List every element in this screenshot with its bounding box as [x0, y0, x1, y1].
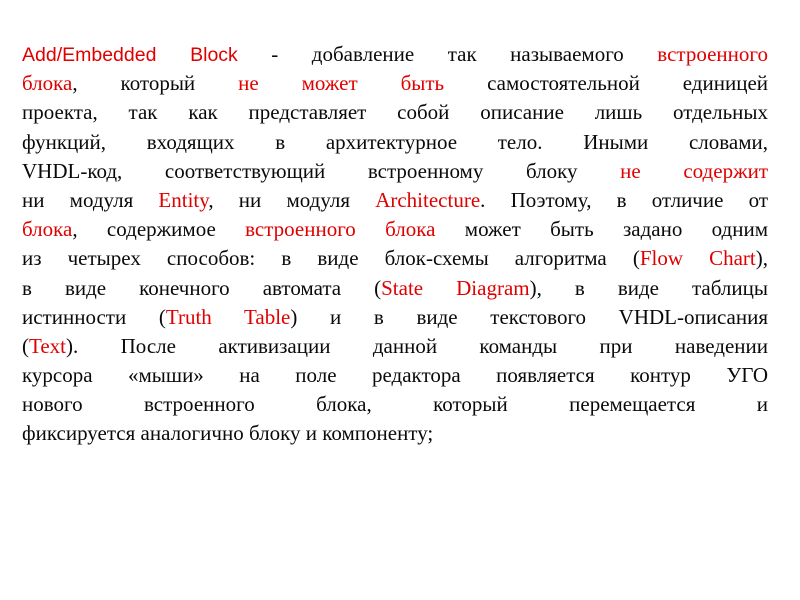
- highlighted-term: не содержит: [620, 158, 768, 183]
- highlighted-term: Truth Table: [165, 304, 291, 329]
- paragraph-line: [22, 244, 768, 273]
- paragraph-line: [22, 390, 768, 419]
- highlighted-term: не может быть: [238, 71, 445, 96]
- text-run: ни модуля: [22, 187, 159, 212]
- paragraph-line: [22, 274, 768, 303]
- text-run: (: [22, 333, 29, 358]
- paragraph-line: [22, 69, 768, 98]
- text-run: , который: [72, 71, 239, 96]
- text-run: может быть задано одним: [435, 217, 768, 242]
- text-run: нового встроенного блока, который перемещается и: [22, 392, 768, 417]
- paragraph-line: [22, 303, 768, 332]
- text-run: из четырех способов: в виде блок-схемы алгоритма (: [22, 246, 640, 271]
- highlighted-term: Architecture: [375, 187, 481, 212]
- text-run: ). После активизации данной команды при наведении: [66, 333, 768, 358]
- highlighted-term: встроенного: [657, 42, 768, 66]
- text-run: функций, входящих в архитектурное тело. Иными словами,: [22, 129, 768, 154]
- highlighted-term: блока: [22, 71, 73, 96]
- text-run: ),: [755, 246, 769, 271]
- paragraph-line: [22, 215, 768, 244]
- paragraph-line: [22, 157, 768, 186]
- paragraph-line: [22, 128, 768, 157]
- highlighted-term: Flow Chart: [639, 246, 756, 271]
- paragraph-line: [22, 98, 768, 127]
- paragraph-line: [22, 332, 768, 361]
- text-run: , ни модуля: [208, 187, 376, 212]
- highlighted-term: State Diagram: [381, 275, 530, 300]
- paragraph-line: [22, 361, 768, 390]
- text-run: истинности (: [22, 304, 166, 329]
- text-run: ) и в виде текстового VHDL-описания: [290, 304, 768, 329]
- text-run: ), в виде таблицы: [529, 275, 768, 300]
- text-run: самостоятельной единицей: [444, 71, 769, 96]
- text-run: курсора «мыши» на поле редактора появляется контур УГО: [22, 363, 768, 388]
- text-run: VHDL-код, соответствующий встроенному блоку: [22, 158, 621, 183]
- paragraph-line: [22, 40, 768, 69]
- highlighted-term: Text: [29, 333, 67, 358]
- text-run: в виде конечного автомата (: [22, 275, 382, 300]
- paragraph-line: [22, 186, 768, 215]
- text-run: фиксируется аналогично блоку и компоненту;: [22, 421, 434, 446]
- body-paragraph: [22, 40, 768, 449]
- highlighted-term: встроенного блока: [245, 217, 436, 242]
- text-run: - добавление так называемого: [237, 42, 658, 66]
- text-run: . Поэтому, в отличие от: [480, 187, 768, 212]
- highlighted-term: Add/Embedded Block: [22, 44, 238, 66]
- paragraph-line: [22, 419, 768, 448]
- highlighted-term: блока: [22, 217, 73, 242]
- text-run: проекта, так как представляет собой описание лишь отдельных: [22, 100, 768, 125]
- text-run: , содержимое: [72, 217, 246, 242]
- highlighted-term: Entity: [158, 187, 209, 212]
